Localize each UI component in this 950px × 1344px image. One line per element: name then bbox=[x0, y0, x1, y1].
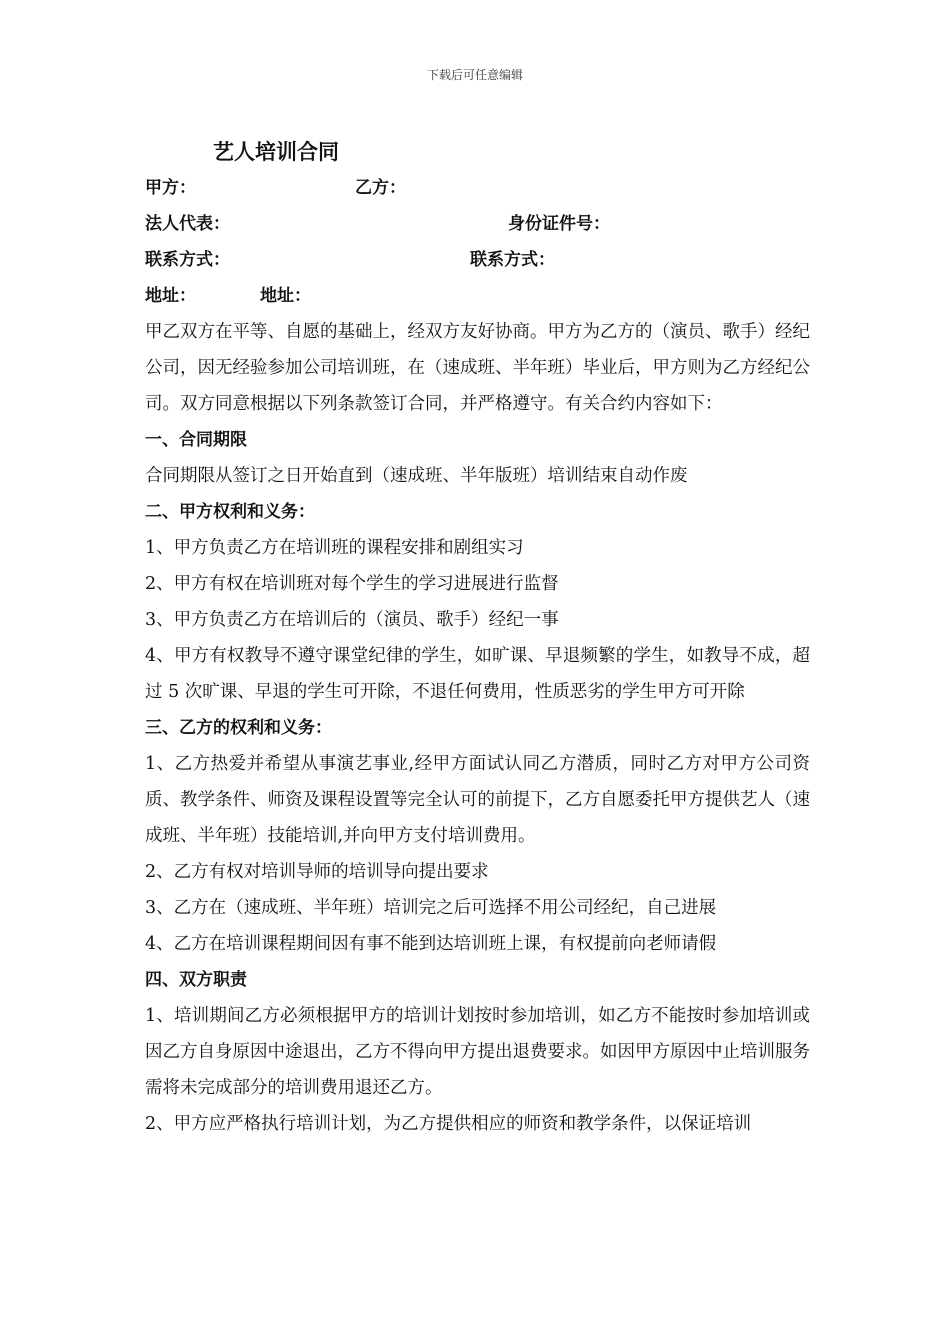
section-heading: 二、甲方权利和义务： bbox=[145, 502, 315, 522]
address-b-label: 地址： bbox=[260, 286, 311, 306]
section-item: 1、甲方负责乙方在培训班的课程安排和剧组实习 bbox=[145, 538, 524, 558]
section-item: 4、甲方有权教导不遵守课堂纪律的学生，如旷课、早退频繁的学生，如教导不成，超过 5 次旷课、早退的学生可开除，不退任何费用，性质恶劣的学生甲方可开除 bbox=[145, 646, 810, 702]
section-item: 2、甲方有权在培训班对每个学生的学习进展进行监督 bbox=[145, 574, 559, 594]
section-heading: 四、双方职责 bbox=[145, 970, 247, 990]
section-item: 3、乙方在（速成班、半年班）培训完之后可选择不用公司经纪，自己进展 bbox=[145, 898, 717, 918]
section-mutual-duties bbox=[145, 962, 810, 1142]
id-number-label: 身份证件号： bbox=[508, 214, 610, 234]
section-party-a-rights bbox=[145, 494, 810, 710]
section-item: 1、乙方热爱并希望从事演艺事业,经甲方面试认同乙方潜质，同时乙方对甲方公司资质、教学条件、师资及课程设置等完全认可的前提下，乙方自愿委托甲方提供艺人（速成班、半年班）技能培训,并向甲方支付培训费用。 bbox=[145, 754, 810, 846]
contact-a-label: 联系方式： bbox=[145, 250, 230, 270]
party-b-label: 乙方： bbox=[355, 178, 406, 198]
section-item: 2、甲方应严格执行培训计划，为乙方提供相应的师资和教学条件，以保证培训 bbox=[145, 1114, 752, 1134]
parties-row-names bbox=[145, 170, 810, 206]
section-item: 1、培训期间乙方必须根据甲方的培训计划按时参加培训，如乙方不能按时参加培训或因乙方自身原因中途退出，乙方不得向甲方提出退费要求。如因甲方原因中止培训服务需将未完成部分的培训费用退还乙方。 bbox=[145, 1006, 810, 1098]
parties-row-contact bbox=[145, 242, 810, 278]
document-body bbox=[145, 170, 810, 1142]
party-a-label: 甲方： bbox=[145, 178, 196, 198]
section-contract-term bbox=[145, 422, 810, 494]
section-item: 4、乙方在培训课程期间因有事不能到达培训班上课，有权提前向老师请假 bbox=[145, 934, 717, 954]
section-heading: 三、乙方的权利和义务： bbox=[145, 718, 332, 738]
section-item: 2、乙方有权对培训导师的培训导向提出要求 bbox=[145, 862, 489, 882]
legal-rep-label: 法人代表： bbox=[145, 214, 230, 234]
address-a-label: 地址： bbox=[145, 286, 196, 306]
section-item: 合同期限从签订之日开始直到（速成班、半年版班）培训结束自动作废 bbox=[145, 466, 688, 486]
contact-b-label: 联系方式： bbox=[470, 250, 555, 270]
section-item: 3、甲方负责乙方在培训后的（演员、歌手）经纪一事 bbox=[145, 610, 559, 630]
section-heading: 一、合同期限 bbox=[145, 430, 247, 450]
parties-row-rep bbox=[145, 206, 810, 242]
document-title: 艺人培训合同 bbox=[213, 140, 339, 164]
parties-row-address bbox=[145, 278, 810, 314]
header-note: 下载后可任意编辑 bbox=[426, 68, 523, 82]
section-party-b-rights bbox=[145, 710, 810, 962]
intro-paragraph: 甲乙双方在平等、自愿的基础上，经双方友好协商。甲方为乙方的（演员、歌手）经纪公司，因无经验参加公司培训班，在（速成班、半年班）毕业后，甲方则为乙方经纪公司。双方同意根据以下列条款签订合同，并严格遵守。有关合约内容如下： bbox=[145, 322, 810, 414]
